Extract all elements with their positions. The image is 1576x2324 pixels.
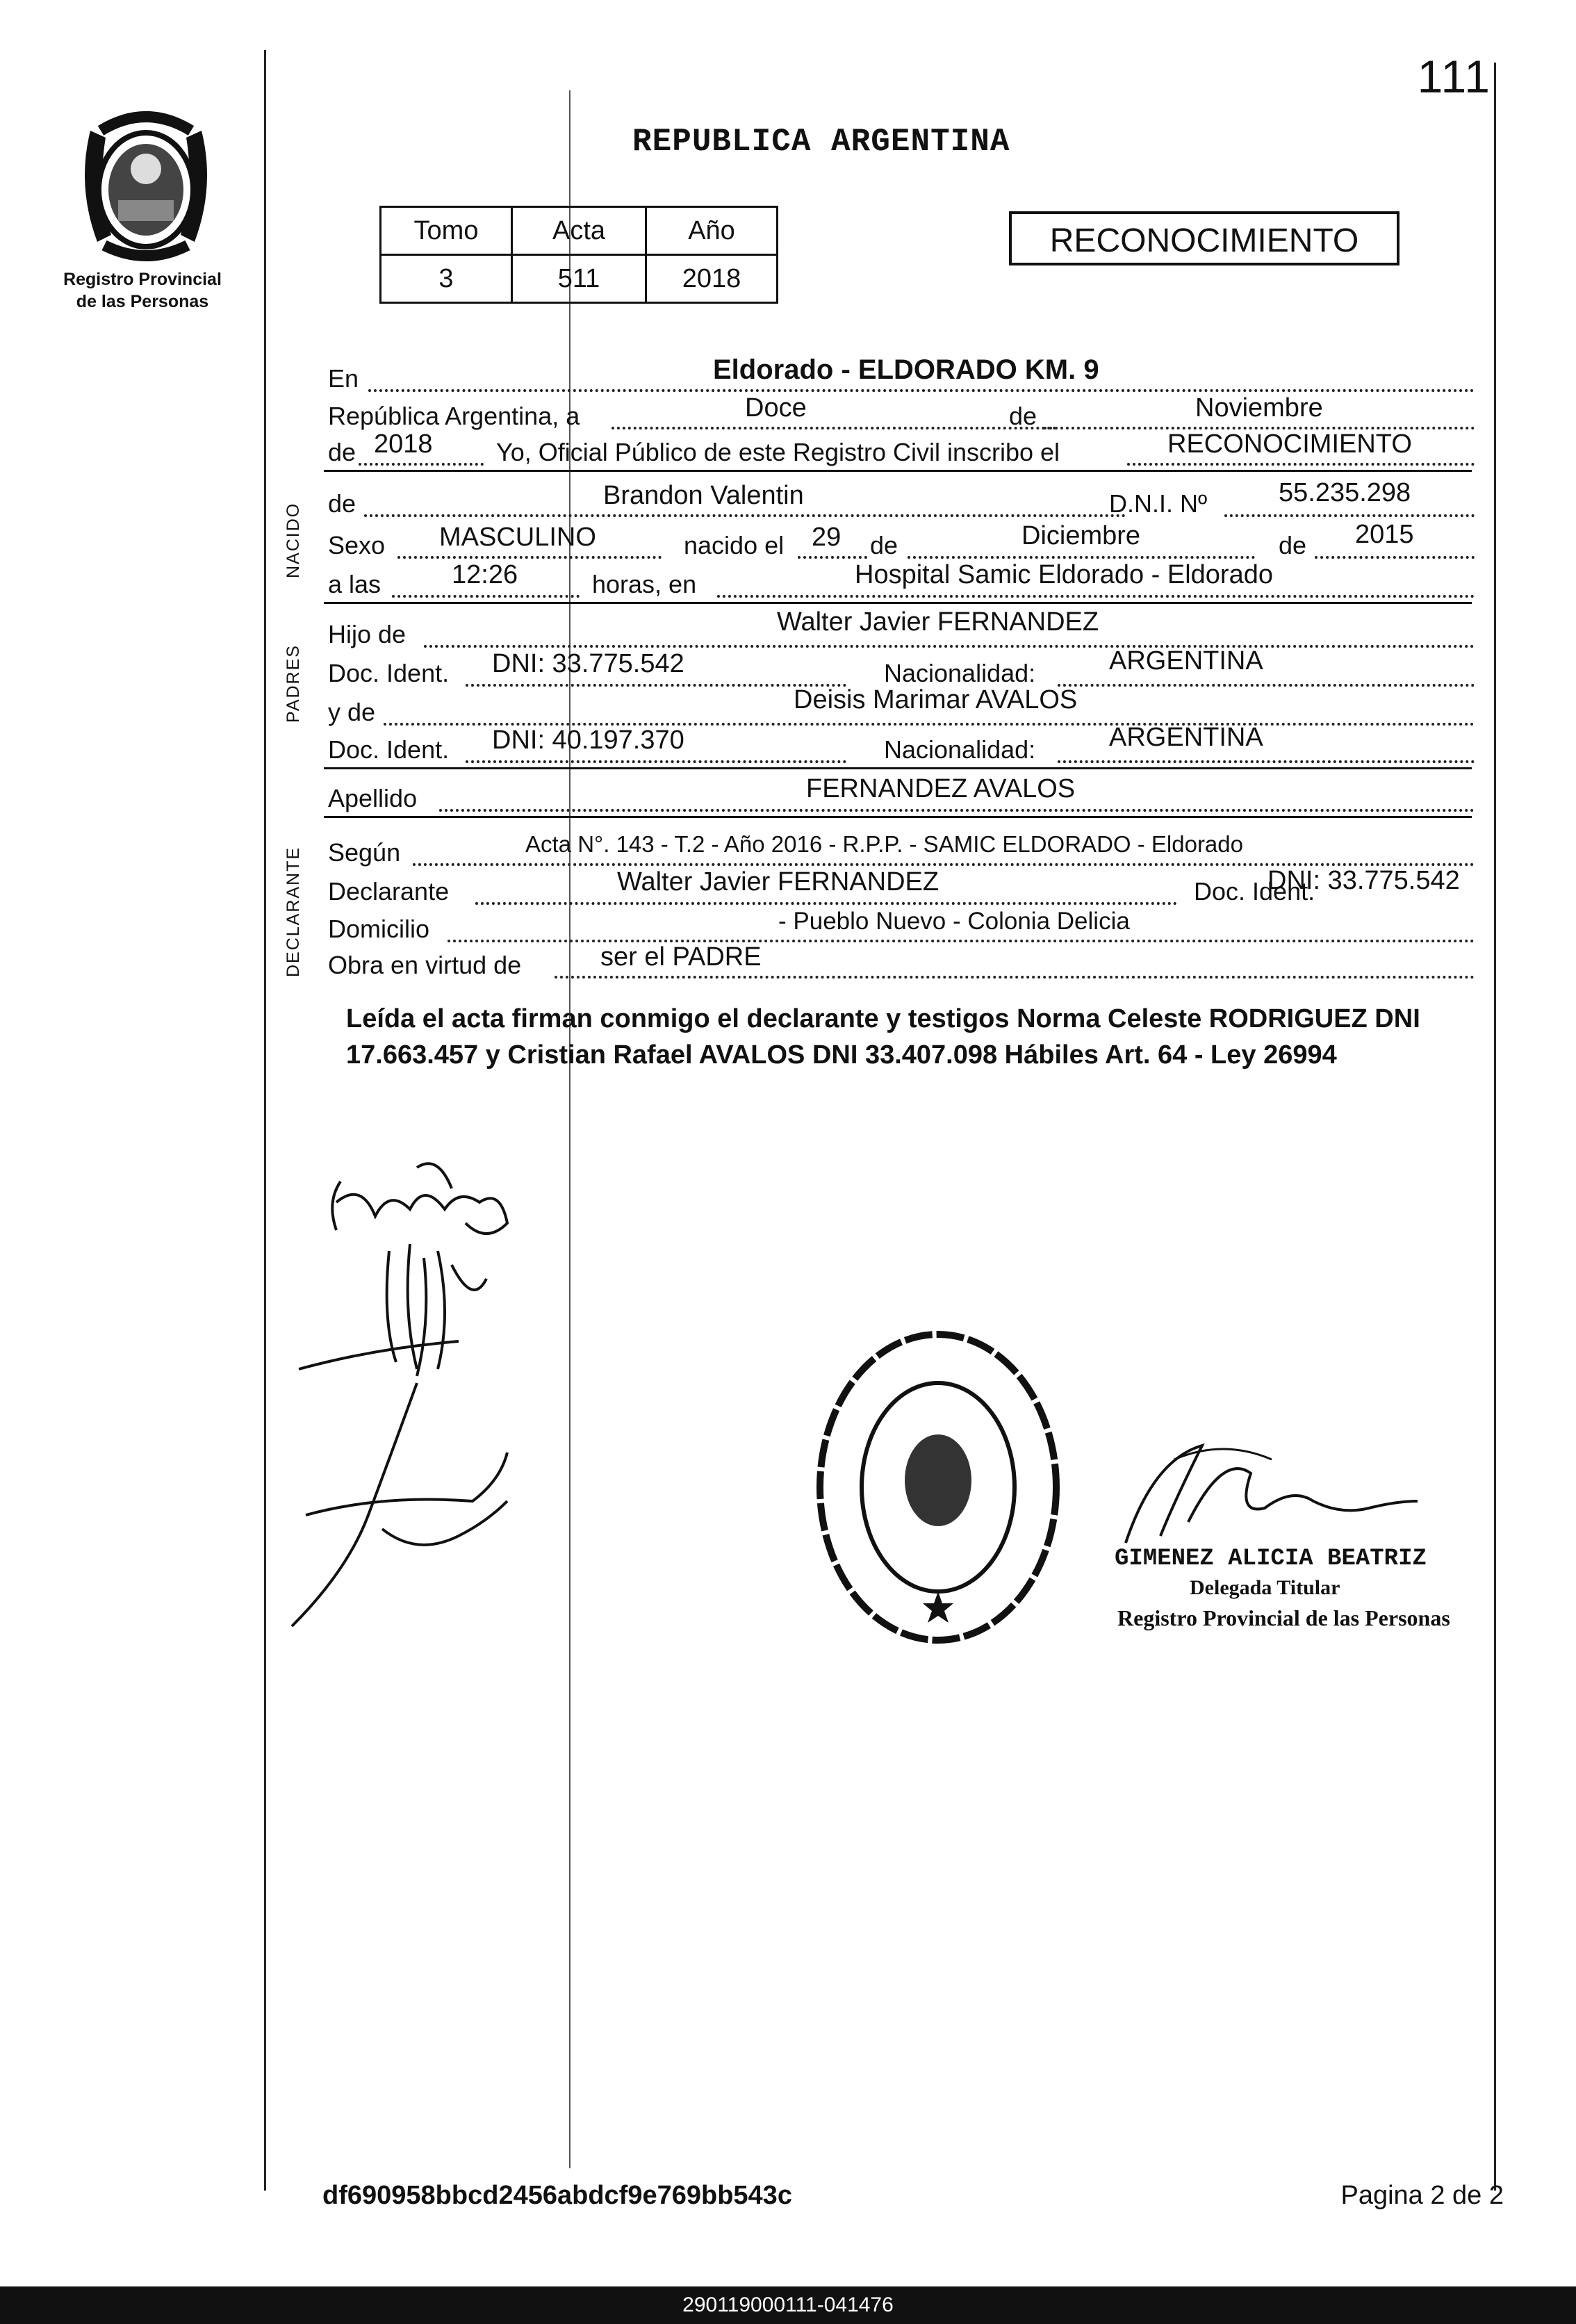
- table-header-acta: Acta: [512, 207, 646, 255]
- row-obra: [328, 942, 1475, 981]
- row-apellido: [328, 774, 1475, 815]
- row-hora: [328, 560, 1475, 600]
- value-mes: Noviembre: [1195, 393, 1323, 423]
- value-domicilio: - Pueblo Nuevo - Colonia Delicia: [778, 908, 1130, 935]
- label-de-anio-nac: de: [1279, 531, 1307, 559]
- dots-padre: [424, 644, 1475, 648]
- table-value-anio: 2018: [646, 255, 778, 303]
- table-header-tomo: Tomo: [381, 207, 512, 255]
- value-nombre: Brandon Valentin: [603, 481, 804, 510]
- dots-sexo: [397, 555, 662, 559]
- value-madre-nac: ARGENTINA: [1109, 723, 1263, 752]
- dots-inscribo: [1127, 461, 1475, 466]
- document-hash: df690958bbcd2456abdcf9e769bb543c: [322, 2181, 792, 2210]
- label-declarante-doc: Doc. Ident.: [1194, 877, 1315, 906]
- label-horas-en: horas, en: [592, 570, 697, 598]
- table-value-tomo: 3: [381, 255, 512, 303]
- value-dia: Doce: [745, 393, 807, 423]
- section-label-nacido: NACIDO: [284, 502, 303, 578]
- registry-name-line2: de las Personas: [76, 292, 209, 311]
- section-label-declarante: DECLARANTE: [284, 846, 303, 977]
- value-sexo: MASCULINO: [439, 523, 596, 552]
- label-padre-nac: Nacionalidad:: [884, 659, 1036, 687]
- label-domicilio: Domicilio: [328, 915, 430, 943]
- label-inscribo: Yo, Oficial Público de este Registro Civil inscribo el: [496, 438, 1060, 466]
- label-obra: Obra en virtud de: [328, 951, 522, 979]
- label-madre-nac: Nacionalidad:: [884, 735, 1036, 764]
- label-sexo: Sexo: [328, 531, 386, 559]
- dots-anio: [359, 461, 484, 466]
- label-segun: Según: [328, 838, 401, 867]
- dots-obra: [555, 974, 1475, 979]
- signatory-role: Delegada Titular: [1190, 1576, 1340, 1599]
- witness-signatures: [278, 1140, 584, 1654]
- label-dni: D.N.I. Nº: [1109, 489, 1208, 518]
- table-value-acta: 511: [512, 255, 646, 303]
- dots-nombre: [364, 513, 1126, 517]
- dots-madre-nac: [1058, 759, 1475, 763]
- value-madre: Deisis Marimar AVALOS: [794, 685, 1078, 714]
- province-logo: [69, 103, 222, 270]
- tomo-acta-anio-table: [379, 206, 778, 304]
- value-dia-nac: 29: [812, 523, 842, 552]
- document-title: REPUBLICA ARGENTINA: [632, 124, 1010, 160]
- delegation-stamp: [806, 1320, 1070, 1654]
- value-lugar: Hospital Samic Eldorado - Eldorado: [855, 560, 1273, 589]
- page-indicator: Pagina 2 de 2: [1340, 2181, 1504, 2210]
- row-republica: [328, 393, 1475, 432]
- dots-dni: [1224, 513, 1475, 517]
- registry-name-line1: Registro Provincial: [63, 270, 222, 289]
- separator-1: [324, 470, 1472, 472]
- label-a-las: a las: [328, 570, 381, 598]
- row-madre-doc: [328, 723, 1475, 766]
- row-segun: [328, 831, 1475, 869]
- value-declarante-doc: DNI: 33.775.542: [1267, 866, 1460, 895]
- value-anio: 2018: [374, 429, 433, 459]
- label-en: En: [328, 364, 359, 393]
- value-en: Eldorado - ELDORADO KM. 9: [713, 354, 1099, 385]
- row-sexo: [328, 520, 1475, 562]
- label-y-de: y de: [328, 698, 376, 726]
- label-republica: República Argentina, a: [328, 402, 580, 430]
- row-madre: [328, 685, 1475, 728]
- dots-madre-doc: [466, 759, 846, 763]
- act-type-badge: RECONOCIMIENTO: [1009, 211, 1399, 265]
- value-padre-nac: ARGENTINA: [1109, 646, 1263, 676]
- official-signature: [1112, 1432, 1445, 1550]
- value-obra: ser el PADRE: [600, 942, 762, 972]
- value-padre-doc: DNI: 33.775.542: [492, 649, 684, 678]
- signatory-name: GIMENEZ ALICIA BEATRIZ: [1115, 1546, 1427, 1572]
- label-nacido-el: nacido el: [684, 531, 785, 559]
- dots-anio-nac: [1315, 555, 1475, 559]
- separator-4: [324, 816, 1472, 818]
- dots-en: [368, 388, 1475, 392]
- row-domicilio: [328, 908, 1475, 945]
- separator-2: [324, 602, 1472, 604]
- value-mes-nac: Diciembre: [1021, 521, 1141, 550]
- label-de-mes-nac: de: [870, 531, 898, 559]
- label-padre-doc: Doc. Ident.: [328, 659, 450, 687]
- dots-dia-nac: [798, 555, 867, 559]
- label-declarante: Declarante: [328, 877, 450, 906]
- row-padre-doc: [328, 646, 1475, 689]
- page-number: 111: [1417, 51, 1491, 102]
- value-dni: 55.235.298: [1279, 478, 1411, 507]
- dots-apellido: [439, 808, 1475, 812]
- dots-mes-nac: [908, 555, 1255, 559]
- value-padre: Walter Javier FERNANDEZ: [777, 607, 1099, 637]
- dots-padre-nac: [1058, 682, 1475, 687]
- label-de-nombre: de: [328, 489, 356, 518]
- label-de-mes: de: [1009, 402, 1037, 430]
- row-nombre: [328, 478, 1475, 520]
- value-apellido: FERNANDEZ AVALOS: [806, 774, 1076, 803]
- left-margin-rule: [264, 50, 266, 2191]
- dots-hora: [392, 594, 580, 598]
- table-header-anio: Año: [646, 207, 778, 255]
- value-segun: Acta N°. 143 - T.2 - Año 2016 - R.P.P. - SAMIC ELDORADO - Eldorado: [525, 831, 1243, 857]
- value-madre-doc: DNI: 40.197.370: [492, 726, 684, 755]
- label-de-anio: de: [328, 438, 356, 466]
- value-anio-nac: 2015: [1355, 520, 1414, 549]
- registry-name: [42, 268, 243, 313]
- dots-padre-doc: [466, 682, 846, 687]
- label-apellido: Apellido: [328, 784, 418, 812]
- value-declarante: Walter Javier FERNANDEZ: [617, 867, 939, 897]
- barcode-bar: 290119000111-041476: [0, 2286, 1576, 2324]
- value-hora: 12:26: [452, 560, 518, 589]
- dots-dia: [611, 425, 1056, 429]
- row-declarante: [328, 866, 1475, 908]
- row-hijo-de: [328, 607, 1475, 650]
- row-inscribo: [328, 429, 1475, 468]
- dots-declarante: [475, 901, 1177, 905]
- dots-lugar: [717, 594, 1475, 598]
- closing-text: Leída el acta firman conmigo el declarante y testigos Norma Celeste RODRIGUEZ DNI 17.663.457 y Cristian Rafael AVALOS DNI 33.407.098 Hábiles Art. 64 - Ley 26994: [346, 1004, 1420, 1070]
- value-inscribo: RECONOCIMIENTO: [1167, 429, 1412, 459]
- label-hijo-de: Hijo de: [328, 620, 407, 648]
- signatory-office: Registro Provincial de las Personas: [1117, 1605, 1450, 1630]
- right-margin-rule: [1494, 63, 1496, 2191]
- row-en: [328, 354, 1475, 395]
- separator-3: [324, 767, 1472, 769]
- label-madre-doc: Doc. Ident.: [328, 735, 450, 764]
- section-label-padres: PADRES: [284, 644, 303, 723]
